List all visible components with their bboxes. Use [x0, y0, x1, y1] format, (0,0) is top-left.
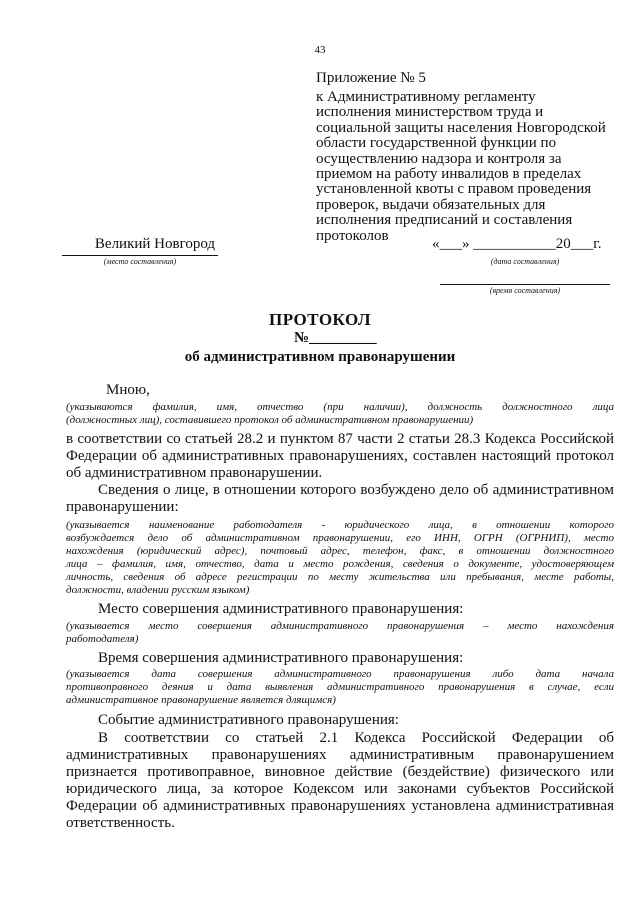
date-caption: (дата составления) [490, 257, 560, 266]
hint-line: (указывается наименование работодателя - юридического лица, в отношении которого [66, 519, 614, 531]
document-title: ПРОТОКОЛ [268, 310, 371, 329]
time-underline [440, 284, 610, 285]
place-of-compilation: Великий Новгород [94, 236, 216, 252]
appendix-line: исполнения министерством труда и [316, 104, 544, 121]
appendix-line: исполнения предписаний и составления [316, 212, 573, 229]
appendix-line: протоколов [316, 227, 389, 244]
date-field: «___» ___________20___г. [432, 236, 602, 252]
time-caption: (время составления) [489, 286, 561, 295]
paragraph-line: административных правонарушениях административным правонарушением [66, 747, 614, 763]
paragraph-line: Федерации об административных правонарушениях, составлен настоящий протокол [66, 448, 614, 464]
by-me-label: Мною, [106, 382, 150, 398]
hint-line: должности, владении русским языком) [66, 584, 250, 596]
paragraph-line: в соответствии со статьей 28.2 и пунктом 87 части 2 статьи 28.3 Кодекса Российской [66, 431, 614, 447]
hint-line: административное правонарушение является длящимся) [66, 694, 336, 706]
hint-line: возбуждается дело об административном правонарушении, его ИНН, ОГРН (ОГРНИП), место [66, 532, 614, 544]
hint-line: лица – фамилия, имя, отчество, дата и место рождения, сведения о документе, удостоверяющем [66, 558, 614, 570]
appendix-line: социальной защиты населения Новгородской [316, 119, 606, 136]
paragraph-line: Место совершения административного правонарушения: [98, 601, 464, 617]
paragraph-line: Сведения о лице, в отношении которого возбуждено дело об административном [98, 482, 614, 498]
paragraph-line: Событие административного правонарушения: [98, 712, 399, 728]
hint-line: личность, сведения об адресе регистрации по месту жительства или пребывания, месте работы, [66, 571, 614, 583]
hint-line: (должностных лиц), составившего протокол об административном правонарушении) [66, 414, 474, 426]
appendix-line: установленной квоты с правом проведения [316, 181, 592, 198]
appendix-line: области государственной функции по [316, 135, 557, 152]
document-subtitle: об административном правонарушении [184, 349, 456, 365]
paragraph-line: юридического лица, за которое Кодексом или законами субъектов Российской [66, 781, 614, 797]
hint-line: (указывается дата совершения административного правонарушения либо дата начала [66, 668, 614, 680]
appendix-title: Приложение № 5 [316, 70, 426, 86]
paragraph-line: В соответствии со статьей 2.1 Кодекса Российской Федерации об [98, 730, 614, 746]
paragraph-line: Федерации об административных правонарушениях установлена административная [66, 798, 614, 814]
hint-line: нахождения (юридический адрес), почтовый адрес, телефон, факс, в отношении должностного [66, 545, 614, 557]
paragraph-line: признается противоправное, виновное действие (бездействие) физического или [66, 764, 614, 780]
place-underline [62, 255, 218, 256]
paragraph-line: правонарушении: [66, 499, 179, 515]
paragraph-line: об административном правонарушении. [66, 465, 323, 481]
appendix-line: проверок, выдачи обязательных для [316, 196, 546, 213]
paragraph-line: Время совершения административного правонарушения: [98, 650, 464, 666]
hint-line: (указывается место совершения административного правонарушения – место нахождения [66, 620, 614, 632]
paragraph-line: ответственность. [66, 815, 175, 831]
hint-line: (указываются фамилия, имя, отчество (при наличии), должность должностного лица [66, 401, 614, 413]
protocol-number: №_________ [294, 330, 377, 346]
place-caption: (место составления) [103, 257, 177, 266]
appendix-line: к Административному регламенту [316, 89, 536, 105]
hint-line: противоправного деяния и дата выявления административного правонарушения в случае, если [66, 681, 614, 693]
hint-line: работодателя) [66, 633, 139, 645]
appendix-line: осуществлению надзора и контроля за [316, 150, 562, 167]
appendix-reference [316, 90, 616, 244]
appendix-line: приемом на работу инвалидов в пределах [316, 166, 582, 183]
page-number: 43 [314, 44, 326, 56]
